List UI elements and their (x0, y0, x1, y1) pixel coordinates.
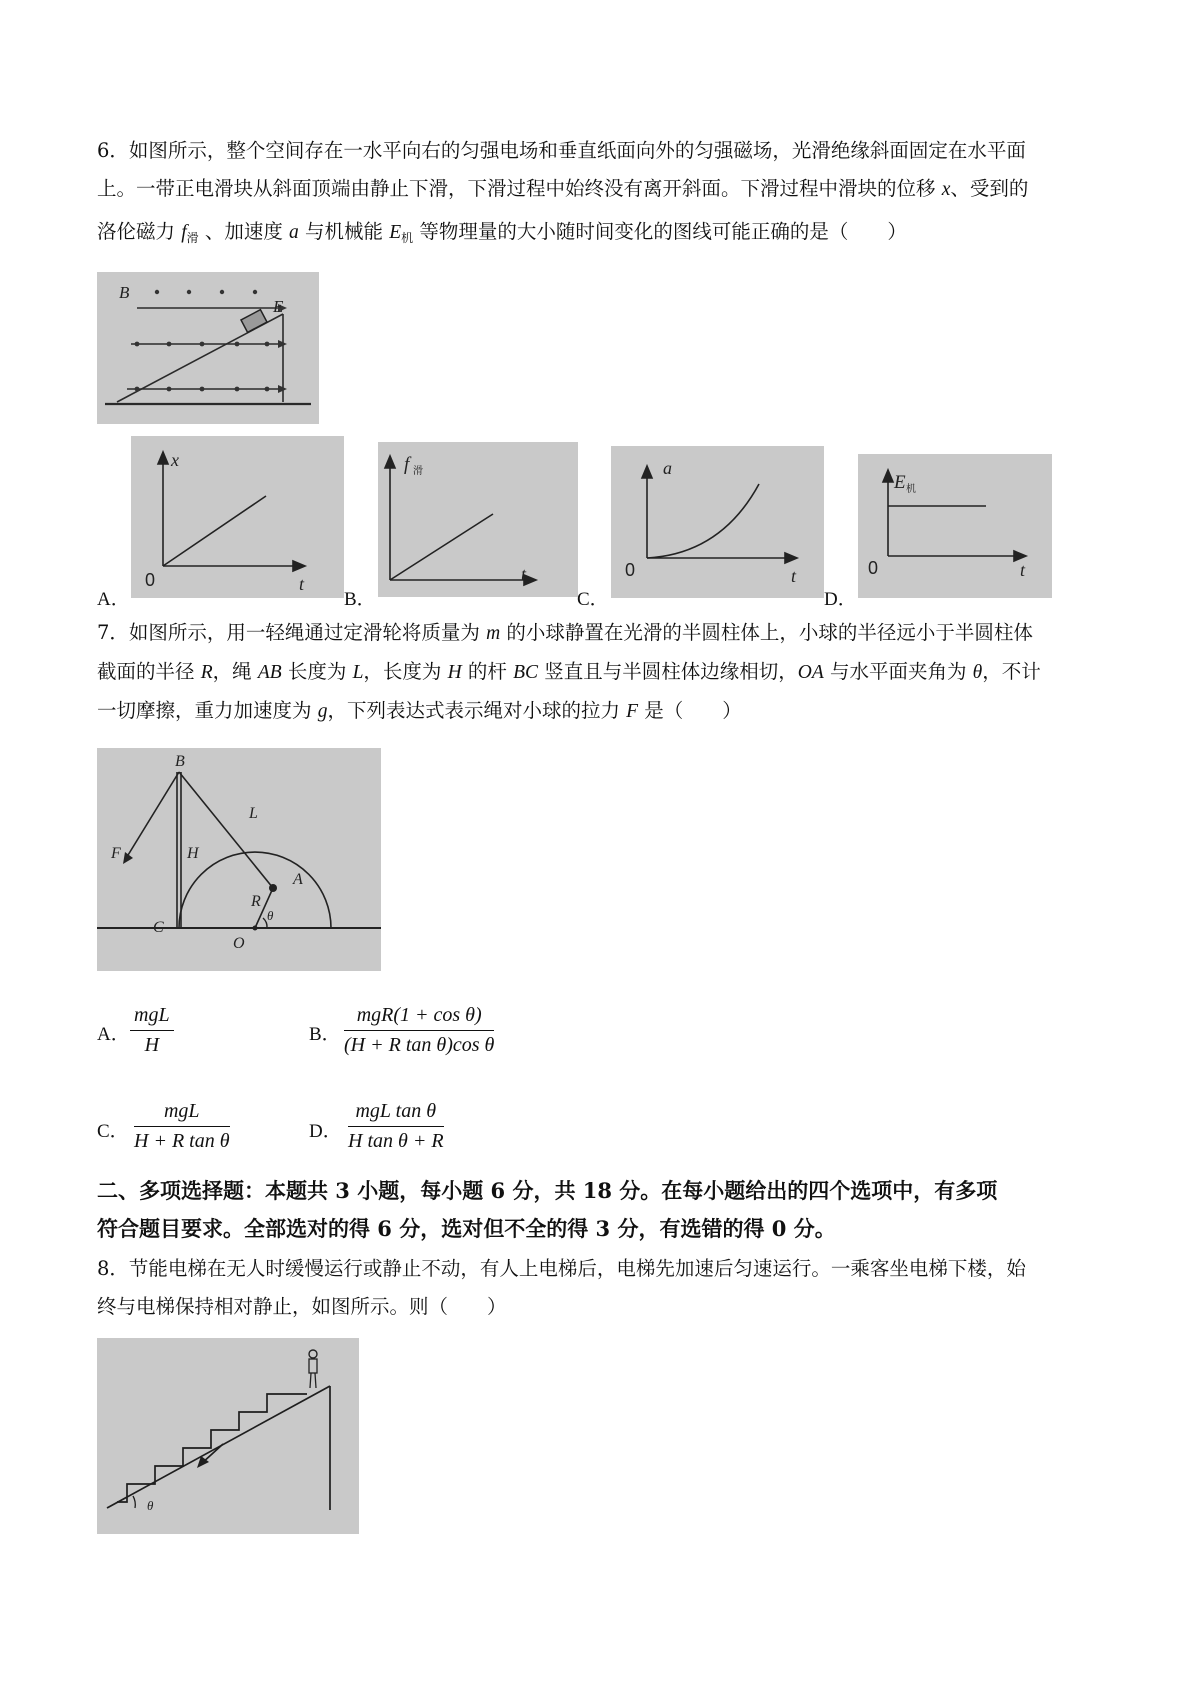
q7-label-H: H (187, 845, 199, 862)
q6-d-xlabel: t (1020, 560, 1026, 580)
q7-label-B: B (175, 753, 185, 770)
q7-option-b-formula[interactable] (344, 1004, 494, 1057)
q7-option-a-formula[interactable] (130, 1004, 174, 1057)
q7-stem (97, 614, 1113, 731)
q7-label-F: F (111, 845, 121, 862)
q6-option-a-graph[interactable] (131, 436, 344, 598)
q7-label-L: L (249, 805, 258, 822)
q6-b-xlabel: t (521, 564, 527, 584)
q7-option-c-formula[interactable] (134, 1100, 230, 1153)
q7-line1: 7．如图所示，用一轻绳通过定滑轮将质量为 m 的小球静置在光滑的半圆柱体上，小球的半径远小于半圆柱体 (97, 621, 1033, 644)
q6-line3: 洛伦磁力 $f_滑$ 、加速度 a 与机械能 $E_机$ 等物理量的大小随时间变化的图线可能正确的是（ ） (97, 220, 907, 245)
q6-option-c-graph[interactable] (611, 446, 824, 598)
section2-line1: 二、多项选择题：本题共 3 小题，每小题 6 分，共 18 分。在每小题给出的四个选项中，有多项 (97, 1178, 998, 1203)
q6-b-ylabel: f (404, 454, 410, 475)
q8-line1: 8．节能电梯在无人时缓慢运行或静止不动，有人上电梯后，电梯先加速后匀速运行。一乘客坐电梯下楼，始 (97, 1257, 1026, 1280)
q8-stem (97, 1250, 1113, 1326)
q7-option-d-formula[interactable] (348, 1100, 444, 1153)
q6-option-b-graph[interactable] (378, 442, 578, 597)
q6-line2: 上。一带正电滑块从斜面顶端由静止下滑，下滑过程中始终没有离开斜面。下滑过程中滑块的位移 x、受到的 (97, 177, 1029, 200)
q7-a-numerator: mgL (130, 1004, 174, 1031)
q7-label-theta: θ (267, 908, 274, 923)
q6-stem (97, 132, 1113, 257)
q6-option-d-graph[interactable] (858, 454, 1052, 598)
q7-b-numerator: mgR(1 + cos θ) (344, 1004, 494, 1031)
q7-label-O: O (233, 935, 245, 952)
q6-c-origin: 0 (625, 560, 636, 580)
q6-d-ylabel-sub: 机 (906, 484, 916, 495)
q6-option-c-letter[interactable]: C． (577, 589, 609, 610)
q8-line2: 终与电梯保持相对静止，如图所示。则（ ） (97, 1295, 507, 1318)
section2-line2: 符合题目要求。全部选对的得 6 分，选对但不全的得 3 分，有选错的得 0 分。 (97, 1216, 836, 1241)
q7-pulley-figure (97, 748, 381, 971)
q7-line3: 一切摩擦，重力加速度为 g，下列表达式表示绳对小球的拉力 F 是（ ） (97, 699, 742, 722)
q7-label-R: R (251, 893, 261, 910)
q7-option-b-letter[interactable]: B． (309, 1024, 341, 1045)
q6-line1: 6．如图所示，整个空间存在一水平向右的匀强电场和垂直纸面向外的匀强磁场，光滑绝缘斜面固定在水平面 (97, 139, 1026, 162)
q6-option-d-letter[interactable]: D． (824, 589, 857, 610)
section2-heading (97, 1172, 1113, 1248)
q6-b-ylabel-sub: 滑 (413, 466, 423, 477)
q7-option-c-letter[interactable]: C． (97, 1121, 129, 1142)
q7-option-d-letter[interactable]: D． (309, 1121, 342, 1142)
q6-a-xlabel: t (299, 574, 305, 594)
q8-label-theta: θ (147, 1498, 154, 1513)
q7-d-numerator: mgL tan θ (348, 1100, 444, 1127)
q6-a-ylabel: x (171, 450, 179, 470)
q7-label-C: C (153, 919, 164, 936)
q6-option-a-letter[interactable]: A． (97, 589, 130, 610)
q6-label-B: B (119, 283, 130, 302)
q7-b-denominator: (H + R tan θ)cos θ (344, 1034, 495, 1056)
q7-option-a-letter[interactable]: A． (97, 1024, 130, 1045)
q6-option-b-letter[interactable]: B． (344, 589, 376, 610)
q6-label-E: E (273, 297, 284, 316)
q7-line2: 截面的半径 R，绳 AB 长度为 L，长度为 H 的杆 BC 竖直且与半圆柱体边缘相切，OA 与水平面夹角为 θ，不计 (97, 660, 1041, 683)
q7-c-denominator: H + R tan θ (134, 1130, 230, 1152)
q6-c-ylabel: a (663, 458, 672, 478)
q7-c-numerator: mgL (134, 1100, 230, 1127)
q7-d-denominator: H tan θ + R (348, 1130, 444, 1152)
q6-d-origin: 0 (868, 558, 879, 578)
q6-incline-figure (97, 272, 319, 424)
q7-label-A: A (293, 871, 303, 888)
q6-a-origin: 0 (145, 570, 156, 590)
q6-d-ylabel: E (894, 472, 906, 493)
q6-c-xlabel: t (791, 566, 797, 586)
q7-a-denominator: H (144, 1034, 160, 1056)
q8-escalator-figure (97, 1338, 359, 1534)
